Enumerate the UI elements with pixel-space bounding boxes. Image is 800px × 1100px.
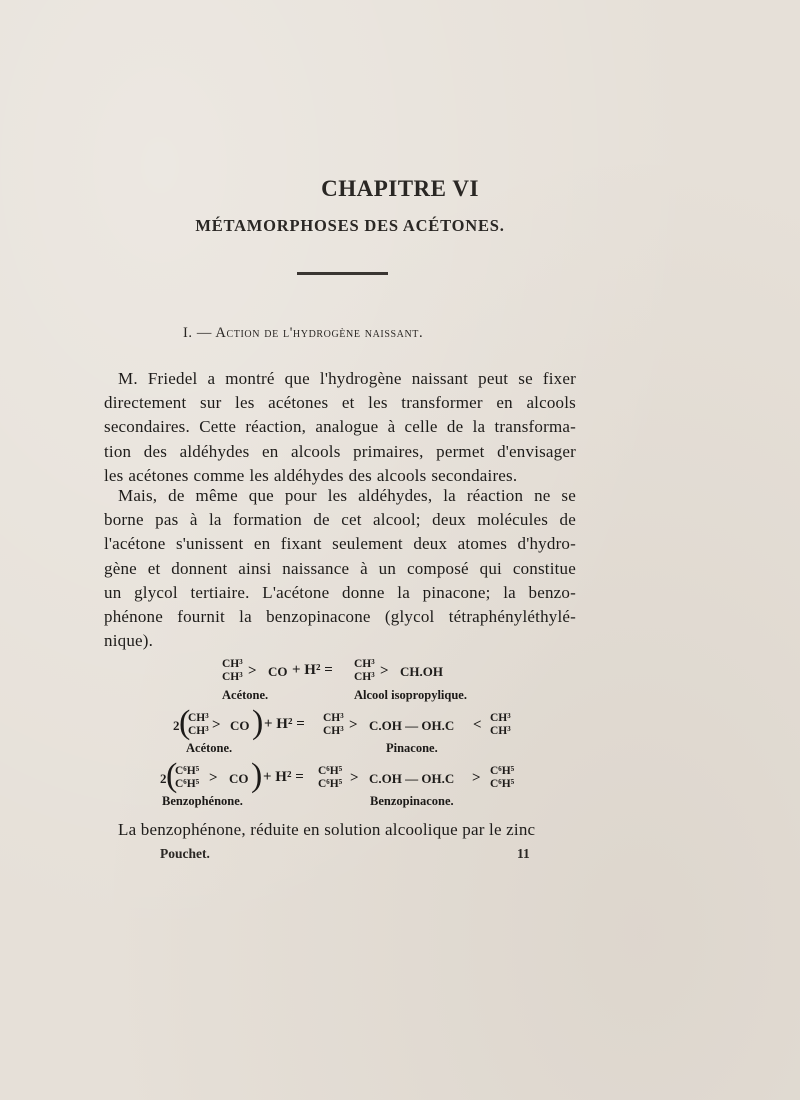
formula-text: CO [230, 718, 250, 733]
formula-label: Alcool isopropylique. [354, 688, 467, 702]
formula-coefficient: 2 [160, 771, 167, 786]
formula-label: Benzophénone. [162, 794, 243, 808]
formula-fraction: CH³ CH³ [222, 658, 243, 683]
formula-text: + H² = [264, 716, 305, 732]
formula-text: + H² = [263, 769, 304, 785]
paren-open: ( [179, 704, 191, 741]
formula-label: Pinacone. [386, 741, 438, 755]
text-line: directement sur les acétones et les transformer en alcools [104, 393, 576, 413]
page-number: 11 [517, 846, 530, 861]
bracket-symbol: > [209, 770, 218, 786]
title-rule [297, 272, 388, 275]
formula-label: Benzopinacone. [370, 794, 454, 808]
text-line: un glycol tertiaire. L'acétone donne la pinacone; la benzo- [104, 582, 576, 602]
chapter-title: CHAPITRE VI [321, 176, 479, 201]
formula-fraction: CH³ CH³ [188, 712, 209, 737]
text-line: phénone fournit la benzopinacone (glycol tétraphényléthylé- [104, 606, 576, 626]
formula-fraction: C⁶H⁵ C⁶H⁵ [318, 765, 343, 790]
chapter-subtitle: MÉTAMORPHOSES DES ACÉTONES. [195, 216, 505, 235]
bracket-symbol: > [248, 663, 257, 679]
formula-text: + H² = [292, 662, 333, 678]
bracket-symbol: > [380, 663, 389, 679]
formula-fraction: C⁶H⁵ C⁶H⁵ [175, 765, 200, 790]
paragraph-2 [104, 484, 576, 653]
paragraph-1 [104, 367, 576, 488]
text-line: La benzophénone, réduite en solution alcoolique par le zinc [118, 820, 536, 839]
formula-text: C.OH — OH.C [369, 771, 455, 786]
section-heading: I. — Action de l'hydrogène naissant. [183, 325, 424, 341]
formula-fraction: CH³ CH³ [323, 712, 344, 737]
formula-fraction: C⁶H⁵ C⁶H⁵ [490, 765, 515, 790]
bracket-symbol: > [349, 717, 358, 733]
paren-close: ) [251, 757, 263, 794]
text-line: gène et donnent ainsi naissance à un composé qui constitue [104, 558, 576, 578]
text-line: Mais, de même que pour les aldéhydes, la réaction ne se [118, 486, 576, 505]
formula-fraction: CH³ CH³ [490, 712, 511, 737]
footer-author: Pouchet. [160, 846, 210, 861]
text-line: tion des aldéhydes en alcools primaires, permet d'envisager [104, 441, 576, 461]
paren-close: ) [252, 704, 264, 741]
bracket-symbol: > [212, 717, 221, 733]
formula-text: CO [268, 664, 288, 679]
bracket-symbol: > [350, 770, 359, 786]
text-line: secondaires. Cette réaction, analogue à celle de la transforma- [104, 417, 576, 437]
formula-label: Acétone. [222, 688, 269, 702]
text-line: l'acétone s'unissent en fixant seulement deux atomes d'hydro- [104, 534, 576, 554]
formula-text: C.OH — OH.C [369, 718, 455, 733]
paren-open: ( [166, 757, 178, 794]
formula-text: CO [229, 771, 249, 786]
bracket-symbol: > [472, 770, 481, 786]
text-line: nique). [104, 631, 154, 651]
formula-coefficient: 2 [173, 718, 180, 733]
formula-fraction: CH³ CH³ [354, 658, 375, 683]
text-line: borne pas à la formation de cet alcool; deux molécules de [104, 510, 576, 530]
text-line: M. Friedel a montré que l'hydrogène naissant peut se fixer [118, 369, 576, 388]
bracket-symbol: < [473, 717, 482, 733]
formula-text: CH.OH [400, 664, 443, 679]
formula-label: Acétone. [186, 741, 233, 755]
text-line: les acétones comme les aldéhydes des alcools secondaires. [104, 465, 518, 485]
